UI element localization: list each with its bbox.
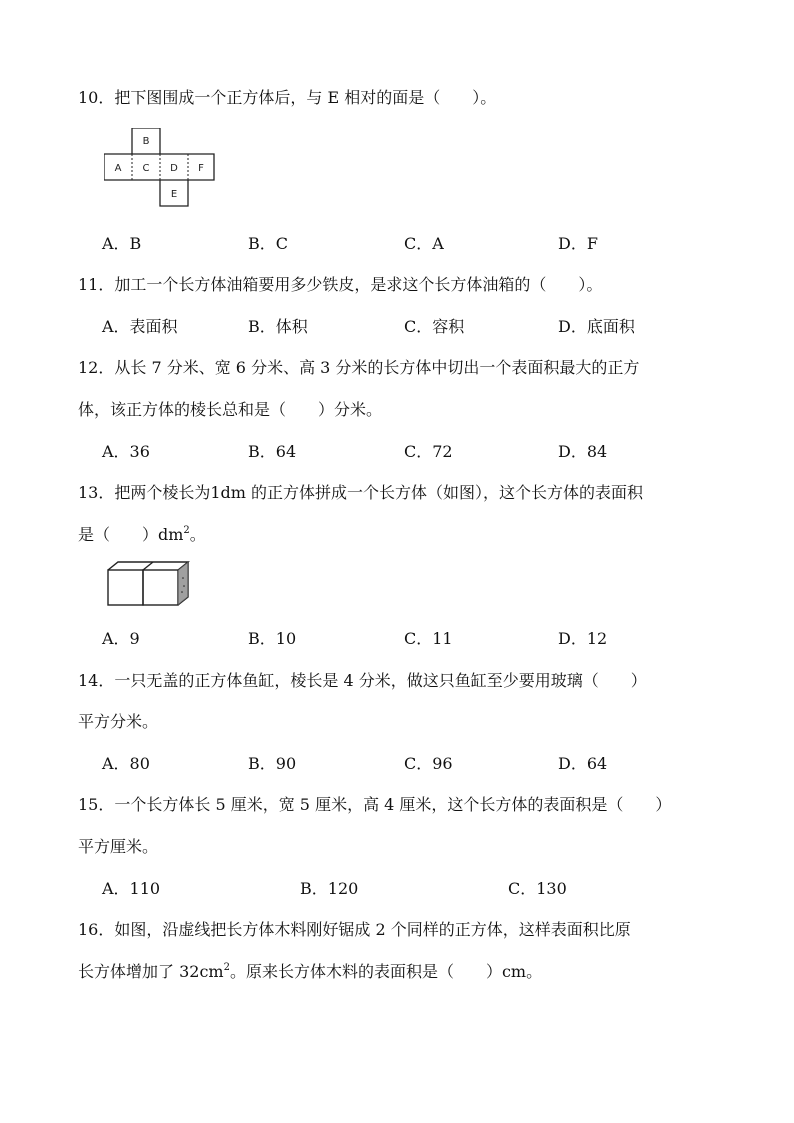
option-a[interactable]: A．9 bbox=[102, 629, 140, 648]
question-14-stem-line1: 14．一只无盖的正方体鱼缸，棱长是 4 分米，做这只鱼缸至少要用玻璃（ ） bbox=[78, 671, 647, 690]
option-a[interactable]: A．B bbox=[102, 234, 142, 253]
question-12-stem-line2: 体，该正方体的棱长总和是（ ）分米。 bbox=[78, 400, 383, 419]
option-b[interactable]: B．120 bbox=[300, 879, 359, 898]
question-13-stem-line1: 13．把两个棱长为1dm 的正方体拼成一个长方体（如图），这个长方体的表面积 bbox=[78, 483, 644, 502]
option-c[interactable]: C．容积 bbox=[404, 317, 465, 336]
question-11-stem: 11．加工一个长方体油箱要用多少铁皮，是求这个长方体油箱的（ ）。 bbox=[78, 275, 603, 294]
option-b[interactable]: B．64 bbox=[248, 442, 297, 461]
option-a[interactable]: A．110 bbox=[102, 879, 161, 898]
option-c[interactable]: C．11 bbox=[404, 629, 453, 648]
option-c[interactable]: C．130 bbox=[508, 879, 567, 898]
question-16-stem-line2: 长方体增加了 $32cm^2$。原来长方体木料的表面积是（ ）cm。 bbox=[78, 962, 543, 981]
cube-net-figure bbox=[104, 128, 216, 208]
net-face-a: A bbox=[114, 163, 122, 174]
net-face-e: E bbox=[170, 189, 178, 200]
option-b[interactable]: B．C bbox=[248, 234, 289, 253]
option-c[interactable]: C．A bbox=[404, 234, 444, 253]
option-d[interactable]: D．F bbox=[558, 234, 598, 253]
option-c[interactable]: C．72 bbox=[404, 442, 453, 461]
option-d[interactable]: D．64 bbox=[558, 754, 608, 773]
question-12-stem-line1: 12．从长 7 分米、宽 6 分米、高 3 分米的长方体中切出一个表面积最大的正方 bbox=[78, 358, 640, 377]
question-14-stem-line2: 平方分米。 bbox=[78, 712, 159, 731]
net-face-c: C bbox=[142, 163, 150, 174]
option-a[interactable]: A．36 bbox=[102, 442, 150, 461]
net-face-d: D bbox=[170, 163, 178, 174]
option-d[interactable]: D．12 bbox=[558, 629, 608, 648]
net-face-f: F bbox=[198, 163, 204, 174]
option-a[interactable]: A．80 bbox=[102, 754, 150, 773]
option-b[interactable]: B．10 bbox=[248, 629, 297, 648]
option-d[interactable]: D．84 bbox=[558, 442, 608, 461]
question-15-stem-line1: 15．一个长方体长 5 厘米，宽 5 厘米，高 4 厘米，这个长方体的表面积是（ ） bbox=[78, 795, 672, 814]
option-a[interactable]: A．表面积 bbox=[102, 317, 178, 336]
net-face-b: B bbox=[142, 136, 150, 147]
option-b[interactable]: B．90 bbox=[248, 754, 297, 773]
question-10-stem: 10．把下图围成一个正方体后，与 E 相对的面是（ ）。 bbox=[78, 88, 497, 107]
question-13-stem-line2: 是（ ）$dm^2$。 bbox=[78, 525, 206, 544]
question-15-stem-line2: 平方厘米。 bbox=[78, 837, 159, 856]
option-c[interactable]: C．96 bbox=[404, 754, 453, 773]
option-d[interactable]: D．底面积 bbox=[558, 317, 635, 336]
two-cubes-figure bbox=[106, 560, 194, 608]
option-b[interactable]: B．体积 bbox=[248, 317, 308, 336]
question-16-stem-line1: 16．如图，沿虚线把长方体木料刚好锯成 2 个同样的正方体，这样表面积比原 bbox=[78, 920, 631, 939]
